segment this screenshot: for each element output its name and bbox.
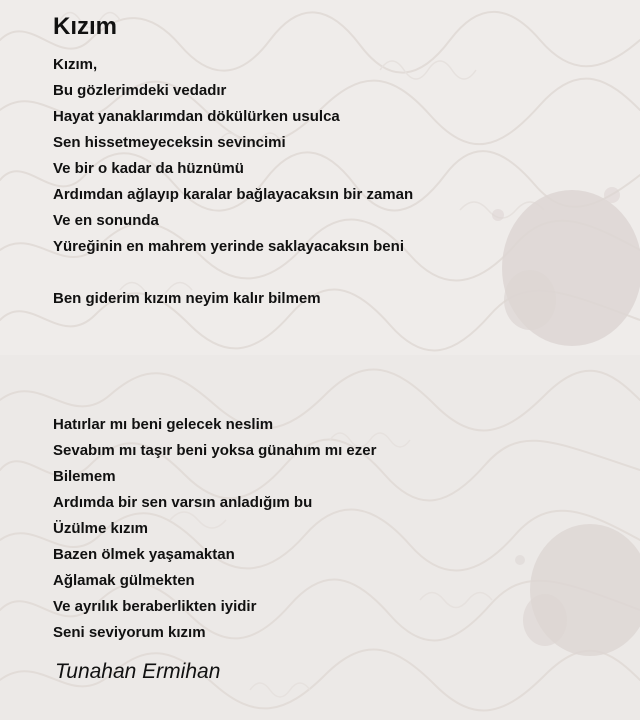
poem-author: Tunahan Ermihan: [55, 660, 221, 683]
poem-line: Ardımda bir sen varsın anladığım bu: [53, 494, 313, 511]
poem-stanza-3: [53, 412, 376, 646]
poem-line: Ve en sonunda: [53, 212, 159, 229]
poem-line: Hatırlar mı beni gelecek neslim: [53, 416, 274, 433]
poem-line: Sevabım mı taşır beni yoksa günahım mı ezer: [53, 442, 377, 459]
poem-line: Seni seviyorum kızım: [53, 624, 206, 641]
poem-line: Sen hissetmeyeceksin sevincimi: [53, 134, 286, 151]
poem-line: Yüreğinin en mahrem yerinde saklayacaksın beni: [53, 238, 404, 255]
poem-line: Kızım,: [53, 56, 98, 73]
poem-line: Ve bir o kadar da hüznümü: [53, 160, 244, 177]
poem-line: Ben giderim kızım neyim kalır bilmem: [53, 290, 321, 307]
poem-stanza-2: [53, 286, 321, 312]
poem-line: Hayat yanaklarımdan dökülürken usulca: [53, 108, 340, 125]
poem-line: Bu gözlerimdeki vedadır: [53, 82, 227, 99]
poem-line: Bazen ölmek yaşamaktan: [53, 546, 235, 563]
poem-stanza-1: [53, 52, 413, 260]
poem-line: Ardımdan ağlayıp karalar bağlayacaksın bir zaman: [53, 186, 414, 203]
poem-line: Ve ayrılık beraberlikten iyidir: [53, 598, 257, 615]
poem-title: Kızım: [53, 13, 118, 40]
poem-line: Bilemem: [53, 468, 116, 485]
poem-line: Üzülme kızım: [53, 520, 149, 537]
poem-line: Ağlamak gülmekten: [53, 572, 195, 589]
